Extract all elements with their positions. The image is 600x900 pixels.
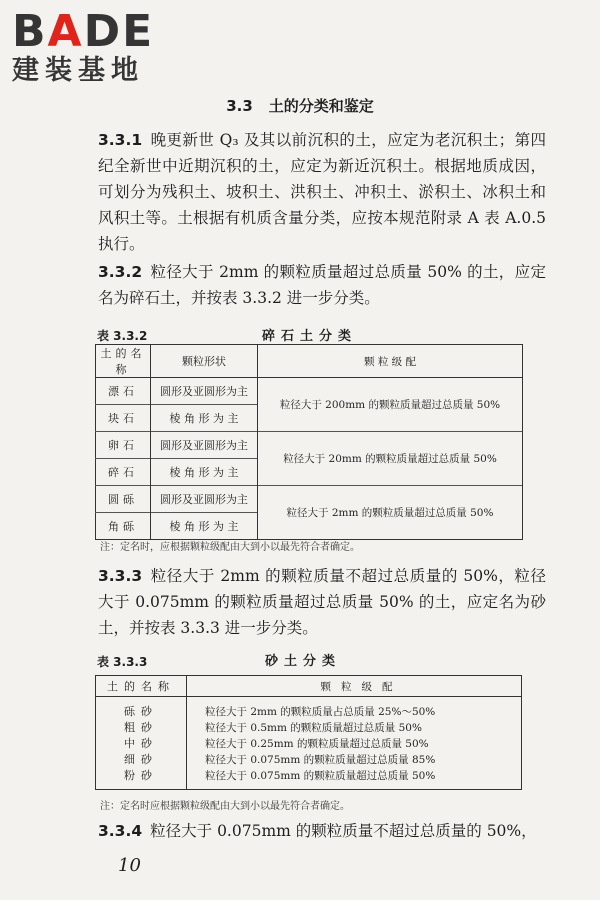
clause-text: 粒径大于 0.075mm 的颗粒质量不超过总质量的 50%， <box>150 822 537 840</box>
sand-soil-table <box>95 675 522 790</box>
gravel-soil-table <box>95 344 523 540</box>
table1-title: 碎石土分类 <box>262 329 358 344</box>
clause-number: 3.3.1 <box>98 131 143 149</box>
logo <box>12 6 182 86</box>
table-row: 中砂 粒径大于 0.25mm 的颗粒质量超过总质量 50% <box>96 735 522 751</box>
table-row: 砾砂 粒径大于 2mm 的颗粒质量占总质量 25%～50% <box>96 703 522 719</box>
table-row: 角砾 棱 角 形 为 主 <box>96 513 523 540</box>
table-row: 圆砾 圆形及亚圆形为主 粒径大于 2mm 的颗粒质量超过总质量 50% <box>96 486 523 513</box>
table-row: 粗砂 粒径大于 0.5mm 的颗粒质量超过总质量 50% <box>96 719 522 735</box>
table-header-row <box>96 676 522 697</box>
clause-3-3-1 <box>98 127 546 257</box>
clause-3-3-2 <box>98 259 546 311</box>
table-row: 块石 棱 角 形 为 主 <box>96 405 523 432</box>
section-heading <box>0 95 600 116</box>
table2-note: 注：定名时应根据颗粒级配由大到小以最先符合者确定。 <box>100 801 350 812</box>
clause-number: 3.3.4 <box>98 822 143 840</box>
table1-note: 注：定名时，应根据颗粒级配由大到小以最先符合者确定。 <box>100 542 360 553</box>
table-header-row <box>96 345 523 378</box>
section-number: 3.3 <box>226 97 253 115</box>
col-header-name: 土的名称 <box>96 345 151 378</box>
page-number: 10 <box>118 855 141 876</box>
table-row: 卵石 圆形及亚圆形为主 粒径大于 20mm 的颗粒质量超过总质量 50% <box>96 432 523 459</box>
clause-text: 晚更新世 Q₃ 及其以前沉积的土，应定为老沉积土；第四纪全新世中近期沉积的土，应定为新近沉积土。根据地质成因，可划分为残积土、坡积土、洪积土、冲积土、淤积土、冰积土和风积土等。土根据有机质含量分类，应按本规范附录 A 表 A.0.5 执行。 <box>98 131 546 253</box>
section-title: 土的分类和鉴定 <box>268 97 374 115</box>
col-header-gradation: 颗粒级配 <box>187 676 522 697</box>
clause-text: 粒径大于 2mm 的颗粒质量超过总质量 50% 的土，应定名为碎石土，并按表 3.3.2 进一步分类。 <box>98 263 546 307</box>
table-row: 漂石 圆形及亚圆形为主 粒径大于 200mm 的颗粒质量超过总质量 50% <box>96 378 523 405</box>
clause-number: 3.3.3 <box>98 567 143 585</box>
col-header-gradation: 颗 粒 级 配 <box>258 345 523 378</box>
table-row: 细砂 粒径大于 0.075mm 的颗粒质量超过总质量 85% <box>96 751 522 767</box>
table2-caption: 表 3.3.3 <box>97 655 148 669</box>
col-header-name: 土的名称 <box>96 676 187 697</box>
table-row: 粉砂 粒径大于 0.075mm 的颗粒质量超过总质量 50% <box>96 767 522 783</box>
table1-caption: 表 3.3.2 <box>97 329 148 343</box>
clause-3-3-4 <box>98 818 546 844</box>
clause-text: 粒径大于 2mm 的颗粒质量不超过总质量的 50%，粒径大于 0.075mm 的颗粒质量超过总质量 50% 的土，应定名为砂土，并按表 3.3.3 进一步分类。 <box>98 567 546 637</box>
table2-title: 砂土分类 <box>265 654 342 669</box>
logo-subtitle: 建装基地 <box>12 55 144 86</box>
clause-number: 3.3.2 <box>98 263 143 281</box>
table-row: 碎石 棱 角 形 为 主 <box>96 459 523 486</box>
clause-3-3-3 <box>98 563 546 641</box>
col-header-shape: 颗粒形状 <box>151 345 258 378</box>
logo-wordmark: BADE <box>12 6 155 57</box>
